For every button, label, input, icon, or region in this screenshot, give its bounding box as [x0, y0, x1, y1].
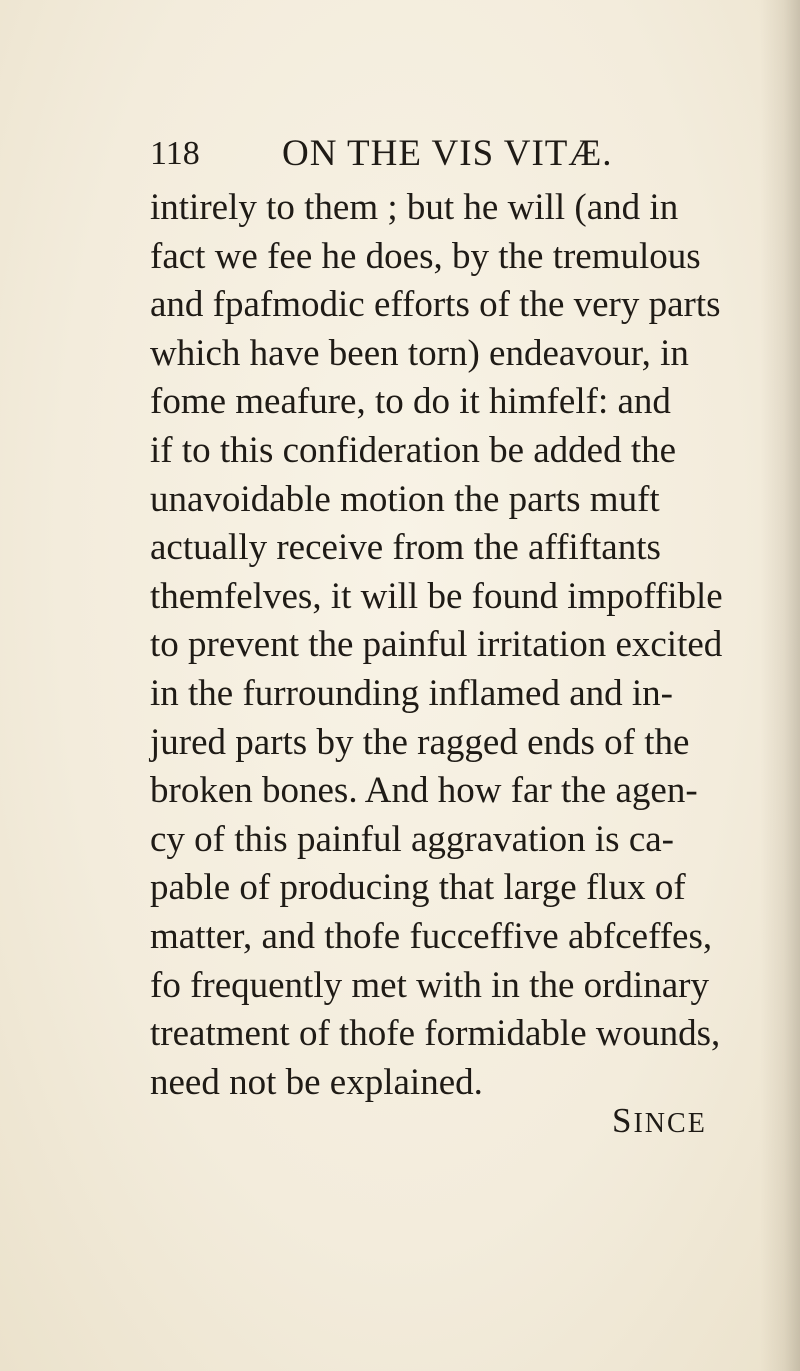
text-line: fome meafure, to do it himfelf: and: [150, 381, 671, 423]
text-line: intirely to them ; but he will (and in: [150, 187, 679, 228]
catchword-initial: S: [612, 1101, 634, 1140]
body-text: [150, 184, 740, 1107]
text-line: if to this confideration be added the: [150, 429, 677, 471]
text-line: jured parts by the ragged ends of the: [150, 721, 690, 763]
text-line: unavoidable motion the parts muft: [150, 478, 660, 520]
text-line: matter, and thofe fucceffive abfceffes,: [150, 915, 713, 957]
text-line: need not be explained.: [150, 1061, 483, 1103]
page-edge-shadow: [760, 0, 800, 1371]
text-line: to prevent the painful irritation excited: [150, 624, 723, 666]
text-line: fact we fee he does, by the tremulous: [150, 235, 701, 277]
text-line: which have been torn) endeavour, in: [150, 332, 689, 374]
catchword: [612, 1099, 707, 1146]
page-number: 118: [150, 135, 200, 172]
text-line: fo frequently met with in the ordinary: [150, 964, 709, 1006]
running-head: ON THE VIS VITÆ.: [282, 133, 613, 174]
text-line: and fpafmodic efforts of the very parts: [150, 284, 721, 326]
catchword-rest: INCE: [633, 1108, 707, 1139]
text-line: cy of this painful aggravation is ca-: [150, 818, 674, 860]
text-line: themfelves, it will be found impoffible: [150, 575, 723, 617]
text-line: treatment of thofe formidable wounds,: [150, 1013, 721, 1055]
text-line: in the furrounding inflamed and in-: [150, 672, 674, 714]
text-line: pable of producing that large flux of: [150, 867, 686, 909]
page-header: [150, 132, 710, 176]
text-line: broken bones. And how far the agen-: [150, 770, 698, 812]
text-line: actually receive from the affiftants: [150, 527, 661, 569]
